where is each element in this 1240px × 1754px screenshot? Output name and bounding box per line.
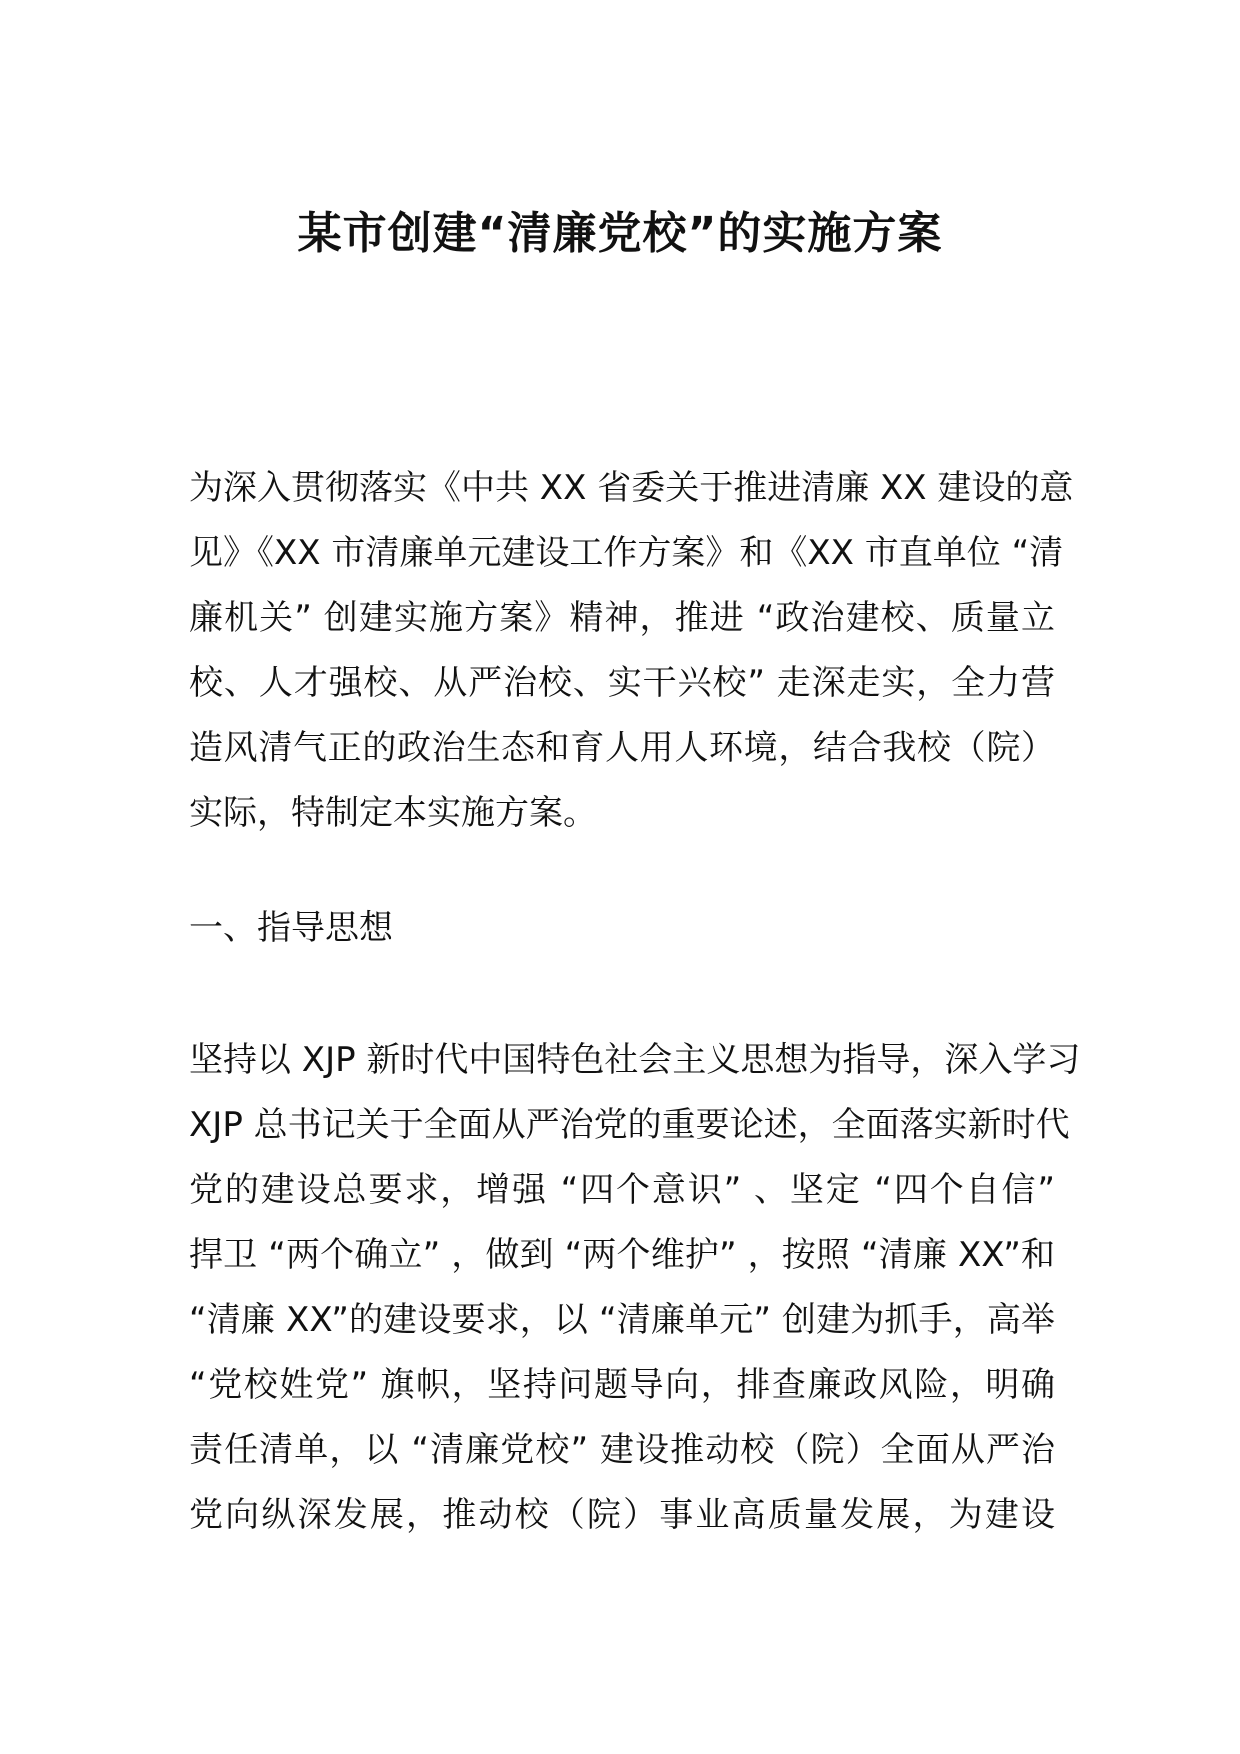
text-line: 责任清单，以 “清廉党校” 建设推动校（院）全面从严治 — [189, 1430, 1055, 1470]
text-line: 捍卫 “两个确立” ，做到 “两个维护” ，按照 “清廉 XX”和 — [189, 1235, 1055, 1275]
text-line: 廉机关” 创建实施方案》精神，推进 “政治建校、质量立 — [189, 598, 1055, 638]
text-line: 党的建设总要求，增强 “四个意识” 、坚定 “四个自信” — [189, 1170, 1055, 1210]
text-line: 为深入贯彻落实《中共 XX 省委关于推进清廉 XX 建设的意 — [189, 468, 1074, 508]
text-line: XJP 总书记关于全面从严治党的重要论述，全面落实新时代 — [189, 1105, 1070, 1145]
text-line: 实际，特制定本实施方案。 — [189, 793, 597, 833]
section-heading-text: 一、指导思想 — [189, 908, 393, 948]
text-line: 见》《XX 市清廉单元建设工作方案》和《XX 市直单位 “清 — [189, 533, 1064, 573]
intro-paragraph — [189, 456, 1074, 846]
text-line: 校、人才强校、从严治校、实干兴校” 走深走实，全力营 — [189, 663, 1055, 703]
guiding-thought-paragraph — [189, 1028, 1081, 1548]
text-line: 坚持以 XJP 新时代中国特色社会主义思想为指导，深入学习 — [189, 1040, 1081, 1080]
text-line: “清廉 XX”的建设要求，以 “清廉单元” 创建为抓手，高举 — [189, 1300, 1055, 1340]
text-line: “党校姓党” 旗帜，坚持问题导向，排查廉政风险，明确 — [189, 1365, 1055, 1405]
text-line: 造风清气正的政治生态和育人用人环境，结合我校（院） — [189, 728, 1055, 768]
text-line: 党向纵深发展，推动校（院）事业高质量发展，为建设 — [189, 1495, 1055, 1535]
document-title: 某市创建“清廉党校”的实施方案 — [297, 208, 943, 259]
section-heading-guiding-thought — [189, 896, 1055, 961]
